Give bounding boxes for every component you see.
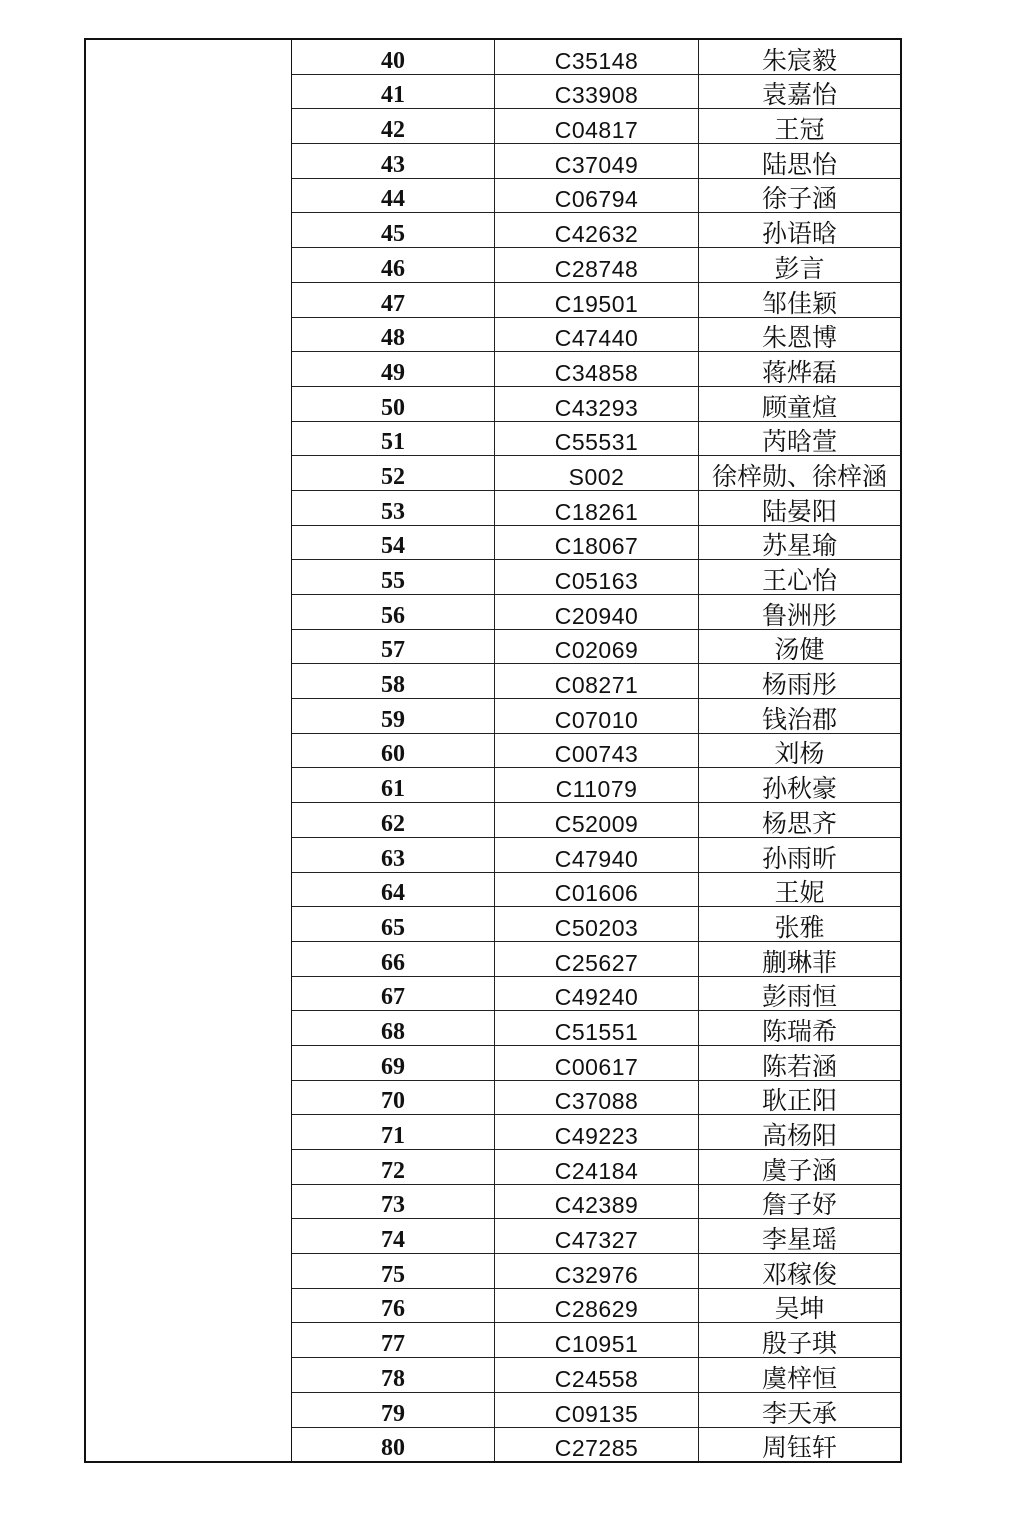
- row-number-cell: 48: [292, 318, 495, 352]
- row-number-cell: 67: [292, 977, 495, 1011]
- entry-code-cell: C11079: [495, 768, 699, 802]
- entry-code-cell: C04817: [495, 109, 699, 143]
- table-row: [292, 1011, 900, 1046]
- participant-name-cell: 王心怡: [761, 566, 837, 594]
- row-number-cell: 79: [292, 1393, 495, 1427]
- merged-category-cell: [86, 40, 292, 1461]
- table-row: [292, 838, 900, 873]
- row-number-cell: 65: [292, 907, 495, 941]
- table-row: [292, 1219, 900, 1254]
- table-row: [292, 1289, 900, 1324]
- entry-code-cell: S002: [495, 456, 699, 490]
- table-row: [292, 213, 900, 248]
- participant-name-cell: 陈若涵: [761, 1051, 837, 1080]
- participant-name-cell: 杨雨彤: [761, 670, 837, 699]
- table-body: [292, 40, 900, 1461]
- table-row: [292, 456, 900, 491]
- row-number-cell: 43: [292, 144, 495, 178]
- table-row: [292, 422, 900, 457]
- row-number-cell: 73: [292, 1185, 495, 1219]
- participant-name-cell: 蒋烨磊: [761, 357, 837, 386]
- entry-code-cell: C35148: [495, 40, 699, 74]
- participant-name-cell: 袁嘉怡: [761, 80, 837, 109]
- entry-code-cell: C20940: [495, 595, 699, 629]
- row-number-cell: 54: [292, 526, 495, 560]
- entry-code-cell: C34858: [495, 352, 699, 386]
- table-row: [292, 768, 900, 803]
- table-row: [292, 144, 900, 179]
- participant-name-cell: 徐子涵: [761, 184, 837, 213]
- entry-code-cell: C32976: [495, 1254, 699, 1288]
- row-number-cell: 46: [292, 248, 495, 282]
- participant-name-cell: 顾童煊: [761, 392, 837, 421]
- row-number-cell: 80: [292, 1428, 495, 1462]
- entry-code-cell: C47940: [495, 838, 699, 872]
- participant-name-cell: 周钰轩: [761, 1433, 837, 1462]
- participant-name-cell: 鲁洲彤: [761, 600, 837, 629]
- table-row: [292, 491, 900, 526]
- participant-name-cell: 彭雨恒: [761, 982, 837, 1011]
- participant-name-cell: 孙语晗: [761, 219, 837, 248]
- table-row: [292, 526, 900, 561]
- table-row: [292, 283, 900, 318]
- entry-code-cell: C42389: [495, 1185, 699, 1219]
- table-row: [292, 942, 900, 977]
- entry-code-cell: C49240: [495, 977, 699, 1011]
- row-number-cell: 47: [292, 283, 495, 317]
- table-row: [292, 1150, 900, 1185]
- table-row: [292, 352, 900, 387]
- table-row: [292, 75, 900, 110]
- row-number-cell: 45: [292, 213, 495, 247]
- entry-code-cell: C52009: [495, 803, 699, 837]
- table-row: [292, 664, 900, 699]
- row-number-cell: 49: [292, 352, 495, 386]
- table-row: [292, 803, 900, 838]
- table-row: [292, 560, 900, 595]
- entry-code-cell: C28629: [495, 1289, 699, 1323]
- participant-name-cell: 孙秋豪: [761, 774, 837, 803]
- entry-code-cell: C06794: [495, 179, 699, 213]
- row-number-cell: 40: [292, 40, 495, 74]
- participant-name-cell: 邹佳颖: [761, 288, 837, 317]
- row-number-cell: 69: [292, 1046, 495, 1080]
- entry-code-cell: C00743: [495, 734, 699, 768]
- table-row: [292, 873, 900, 908]
- table-row: [292, 318, 900, 353]
- participant-name-cell: 刘杨: [774, 739, 825, 768]
- table-row: [292, 1358, 900, 1393]
- entry-code-cell: C43293: [495, 387, 699, 421]
- entry-code-cell: C01606: [495, 873, 699, 907]
- entry-code-cell: C49223: [495, 1115, 699, 1149]
- entry-code-cell: C10951: [495, 1323, 699, 1357]
- table-row: [292, 630, 900, 665]
- participant-name-cell: 芮晗萱: [761, 427, 837, 456]
- row-number-cell: 53: [292, 491, 495, 525]
- participant-name-cell: 吴坤: [774, 1294, 825, 1323]
- row-number-cell: 78: [292, 1358, 495, 1392]
- participant-name-cell: 朱宸毅: [761, 45, 837, 74]
- participant-name-cell: 张雅: [774, 912, 825, 941]
- table-row: [292, 1046, 900, 1081]
- participant-name-cell: 李天承: [761, 1398, 837, 1427]
- row-number-cell: 52: [292, 456, 495, 490]
- entry-code-cell: C47327: [495, 1219, 699, 1253]
- row-number-cell: 66: [292, 942, 495, 976]
- participant-name-cell: 陆思怡: [761, 149, 837, 178]
- entry-code-cell: C09135: [495, 1393, 699, 1427]
- row-number-cell: 74: [292, 1219, 495, 1253]
- table-row: [292, 40, 900, 75]
- row-number-cell: 63: [292, 838, 495, 872]
- entry-code-cell: C37049: [495, 144, 699, 178]
- participant-name-cell: 陈瑞希: [761, 1016, 837, 1045]
- entry-code-cell: C08271: [495, 664, 699, 698]
- entry-code-cell: C25627: [495, 942, 699, 976]
- row-number-cell: 77: [292, 1323, 495, 1357]
- participant-name-cell: 朱恩博: [761, 323, 837, 352]
- row-number-cell: 61: [292, 768, 495, 802]
- row-number-cell: 64: [292, 873, 495, 907]
- row-number-cell: 71: [292, 1115, 495, 1149]
- entry-code-cell: C18261: [495, 491, 699, 525]
- table-row: [292, 1081, 900, 1116]
- participant-name-cell: 王妮: [774, 878, 825, 907]
- participant-name-cell: 陆晏阳: [761, 496, 837, 525]
- participant-name-cell: 苏星瑜: [761, 531, 837, 560]
- entry-code-cell: C50203: [495, 907, 699, 941]
- row-number-cell: 56: [292, 595, 495, 629]
- row-number-cell: 50: [292, 387, 495, 421]
- row-number-cell: 59: [292, 699, 495, 733]
- participant-name-cell: 李星瑶: [761, 1225, 837, 1254]
- table-row: [292, 1323, 900, 1358]
- participant-name-cell: 詹子妤: [761, 1190, 837, 1219]
- table-row: [292, 699, 900, 734]
- roster-table: [84, 38, 902, 1463]
- row-number-cell: 41: [292, 75, 495, 109]
- table-row: [292, 179, 900, 214]
- table-row: [292, 595, 900, 630]
- participant-name-cell: 虞子涵: [761, 1155, 837, 1184]
- entry-code-cell: C47440: [495, 318, 699, 352]
- table-row: [292, 109, 900, 144]
- entry-code-cell: C00617: [495, 1046, 699, 1080]
- row-number-cell: 72: [292, 1150, 495, 1184]
- row-number-cell: 60: [292, 734, 495, 768]
- table-row: [292, 387, 900, 422]
- table-row: [292, 907, 900, 942]
- participant-name-cell: 高杨阳: [761, 1121, 837, 1149]
- table-row: [292, 734, 900, 769]
- participant-name-cell: 钱治郡: [761, 704, 837, 733]
- entry-code-cell: C27285: [495, 1428, 699, 1462]
- table-row: [292, 977, 900, 1012]
- participant-name-cell: 邓稼俊: [761, 1259, 837, 1288]
- participant-name-cell: 徐梓勋、徐梓涵: [711, 461, 887, 490]
- row-number-cell: 70: [292, 1081, 495, 1115]
- entry-code-cell: C24558: [495, 1358, 699, 1392]
- row-number-cell: 58: [292, 664, 495, 698]
- row-number-cell: 76: [292, 1289, 495, 1323]
- participant-name-cell: 汤健: [774, 635, 825, 664]
- entry-code-cell: C24184: [495, 1150, 699, 1184]
- participant-name-cell: 王冠: [774, 115, 825, 144]
- row-number-cell: 62: [292, 803, 495, 837]
- row-number-cell: 42: [292, 109, 495, 143]
- table-row: [292, 248, 900, 283]
- table-row: [292, 1428, 900, 1462]
- row-number-cell: 57: [292, 630, 495, 664]
- table-row: [292, 1254, 900, 1289]
- row-number-cell: 55: [292, 560, 495, 594]
- entry-code-cell: C51551: [495, 1011, 699, 1045]
- participant-name-cell: 蒯琳菲: [761, 947, 837, 976]
- entry-code-cell: C33908: [495, 75, 699, 109]
- entry-code-cell: C02069: [495, 630, 699, 664]
- entry-code-cell: C05163: [495, 560, 699, 594]
- row-number-cell: 68: [292, 1011, 495, 1045]
- table-row: [292, 1185, 900, 1220]
- row-number-cell: 51: [292, 422, 495, 456]
- entry-code-cell: C42632: [495, 213, 699, 247]
- participant-name-cell: 耿正阳: [761, 1086, 837, 1115]
- participant-name-cell: 虞梓恒: [761, 1363, 837, 1392]
- participant-name-cell: 孙雨昕: [761, 843, 837, 872]
- table-row: [292, 1393, 900, 1428]
- participant-name-cell: 彭言: [774, 253, 825, 282]
- entry-code-cell: C18067: [495, 526, 699, 560]
- participant-name-cell: 杨思齐: [761, 808, 837, 837]
- entry-code-cell: C07010: [495, 699, 699, 733]
- participant-name-cell: 殷子琪: [761, 1329, 837, 1358]
- table-row: [292, 1115, 900, 1150]
- row-number-cell: 75: [292, 1254, 495, 1288]
- row-number-cell: 44: [292, 179, 495, 213]
- entry-code-cell: C19501: [495, 283, 699, 317]
- entry-code-cell: C28748: [495, 248, 699, 282]
- entry-code-cell: C55531: [495, 422, 699, 456]
- entry-code-cell: C37088: [495, 1081, 699, 1115]
